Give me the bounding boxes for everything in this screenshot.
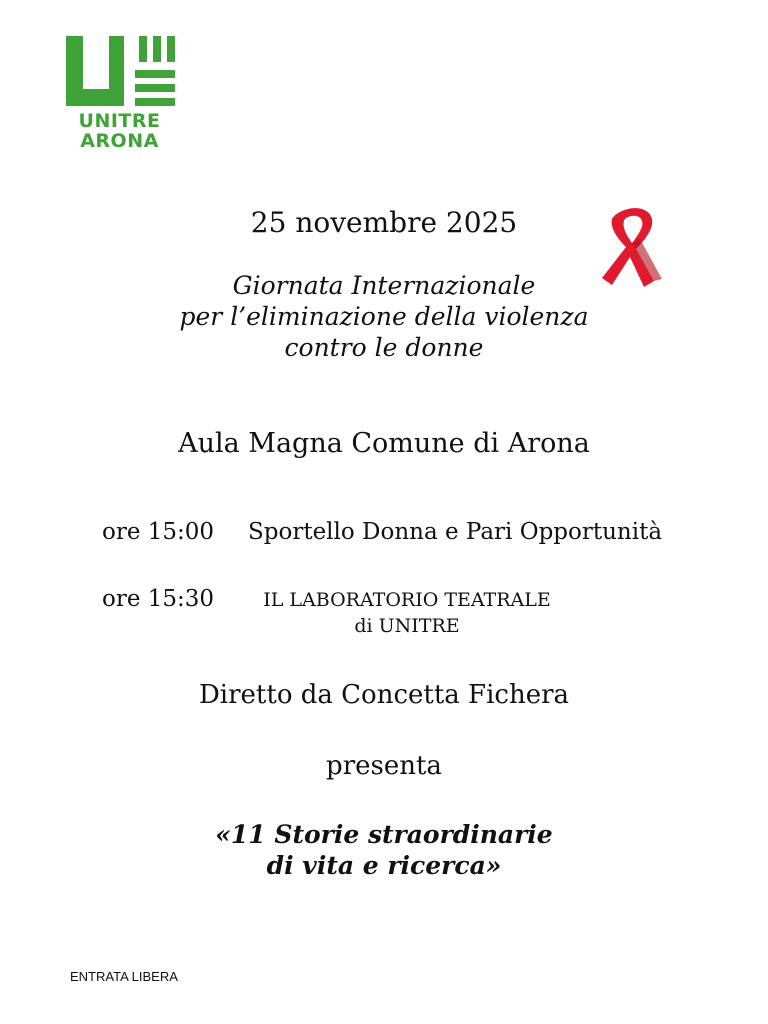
- event-date: 25 novembre 2025: [250, 206, 518, 239]
- unitre-logo: [62, 34, 177, 152]
- logo-text-unitre: UNITRE: [78, 110, 161, 132]
- event-location: Aula Magna Comune di Arona: [178, 428, 590, 459]
- schedule-time-2: ore 15:30: [102, 586, 215, 612]
- show-title-line: «11 Storie straordinarie: [215, 820, 553, 849]
- show-title-line: di vita e ricerca»: [266, 851, 502, 880]
- presents-text: presenta: [326, 751, 442, 781]
- free-entrance-note: ENTRATA LIBERA: [70, 969, 178, 984]
- giornata-line: Giornata Internazionale: [232, 271, 536, 300]
- giornata-heading: [0, 270, 768, 363]
- logo-text-arona: ARONA: [80, 130, 159, 152]
- lab-line: IL LABORATORIO TEATRALE: [263, 589, 551, 611]
- directed-by: Diretto da Concetta Fichera: [198, 680, 570, 710]
- lab-line: di UNITRE: [354, 615, 460, 637]
- schedule-activity-1: Sportello Donna e Pari Opportunità: [248, 519, 663, 545]
- show-title: [0, 819, 768, 881]
- unitre-logo-mark-icon: [62, 34, 177, 108]
- giornata-line: per l’eliminazione della violenza: [179, 302, 589, 331]
- schedule-time-1: ore 15:00: [102, 519, 215, 545]
- giornata-line: contro le donne: [284, 333, 484, 362]
- schedule-activity-2: [238, 587, 576, 639]
